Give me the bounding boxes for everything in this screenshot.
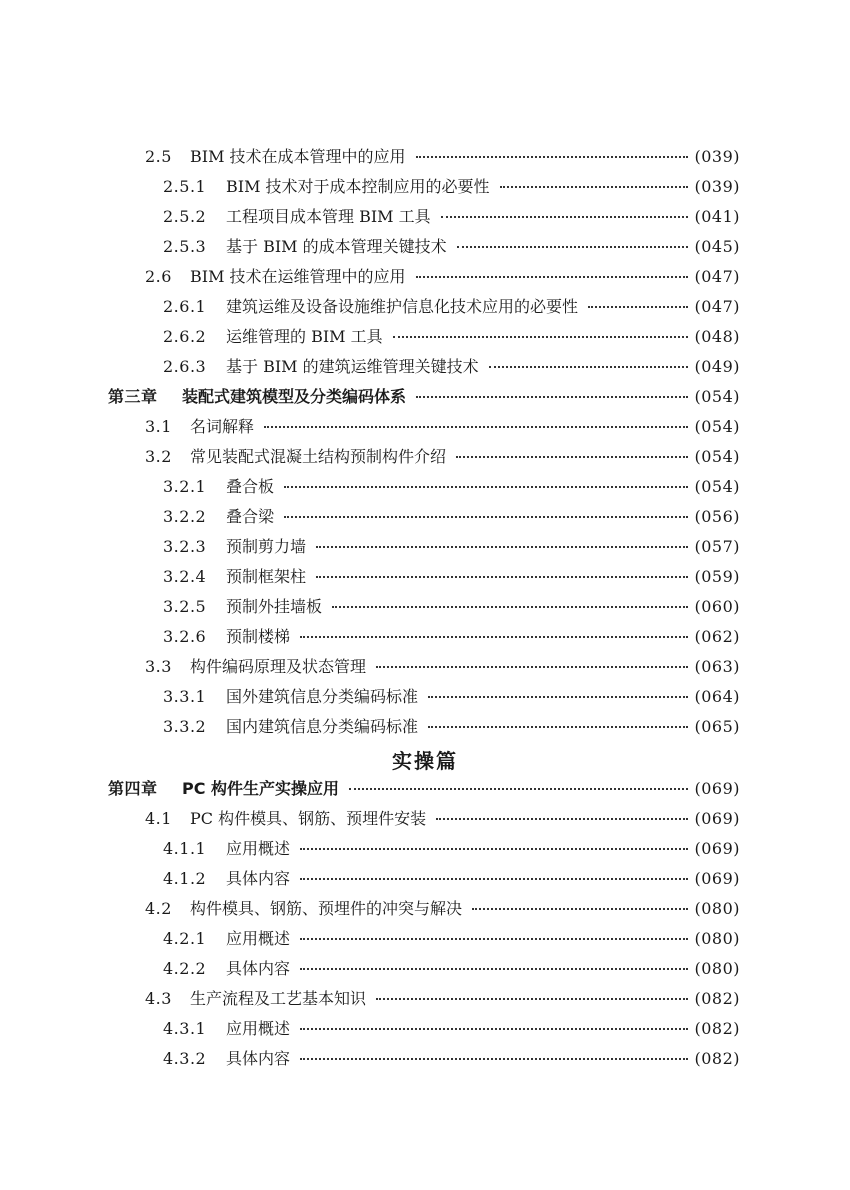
toc-entry-number: 2.6.2 xyxy=(163,327,207,346)
toc-leader-dots xyxy=(300,636,688,638)
toc-page-number: (080) xyxy=(694,959,740,978)
toc-section-row[interactable] xyxy=(0,986,850,1012)
toc-leader-dots xyxy=(349,788,688,790)
toc-entry-number: 4.1 xyxy=(145,809,172,828)
toc-entry-title: 具体内容 xyxy=(226,959,291,978)
toc-leader-dots xyxy=(300,878,688,880)
toc-subsection-row[interactable] xyxy=(0,504,850,530)
toc-leader-dots xyxy=(376,998,688,1000)
toc-leader-dots xyxy=(436,818,688,820)
toc-subsection-row[interactable] xyxy=(0,534,850,560)
toc-page-number: (039) xyxy=(694,177,740,196)
toc-page-number: (063) xyxy=(694,657,740,676)
toc-leader-dots xyxy=(428,696,688,698)
toc-page-number: (082) xyxy=(694,1019,740,1038)
toc-entry-number: 2.5.3 xyxy=(163,237,207,256)
toc-page-number: (039) xyxy=(694,147,740,166)
toc-entry-number: 2.5.2 xyxy=(163,207,207,226)
toc-page-number: (062) xyxy=(694,627,740,646)
toc-page-number: (060) xyxy=(694,597,740,616)
toc-entry-number: 3.2.3 xyxy=(163,537,207,556)
toc-entry-title: BIM 技术对于成本控制应用的必要性 xyxy=(226,177,490,196)
toc-leader-dots xyxy=(416,276,688,278)
toc-leader-dots xyxy=(300,848,688,850)
toc-leader-dots xyxy=(416,396,688,398)
toc-subsection-row[interactable] xyxy=(0,174,850,200)
toc-leader-dots xyxy=(300,1028,688,1030)
toc-leader-dots xyxy=(441,216,688,218)
toc-page-number: (054) xyxy=(694,417,740,436)
toc-leader-dots xyxy=(300,1058,688,1060)
toc-entry-title: PC 构件生产实操应用 xyxy=(182,779,340,798)
toc-leader-dots xyxy=(428,726,688,728)
toc-entry-title: 应用概述 xyxy=(226,839,291,858)
toc-entry-number: 4.3.1 xyxy=(163,1019,207,1038)
toc-entry-number: 4.2 xyxy=(145,899,172,918)
toc-entry-number: 2.5 xyxy=(145,147,172,166)
toc-leader-dots xyxy=(457,246,688,248)
toc-entry-number: 3.2.2 xyxy=(163,507,207,526)
toc-section-row[interactable] xyxy=(0,896,850,922)
toc-entry-number: 3.3.2 xyxy=(163,717,207,736)
toc-leader-dots xyxy=(500,186,688,188)
toc-leader-dots xyxy=(393,336,688,338)
toc-subsection-row[interactable] xyxy=(0,204,850,230)
toc-entry-title: 名词解释 xyxy=(190,417,255,436)
toc-entry-title: PC 构件模具、钢筋、预埋件安装 xyxy=(190,809,427,828)
toc-entry-title: 生产流程及工艺基本知识 xyxy=(190,989,367,1008)
toc-chapter-row[interactable] xyxy=(0,384,850,410)
toc-page-number: (049) xyxy=(694,357,740,376)
toc-entry-number: 2.6 xyxy=(145,267,172,286)
toc-entry-title: 预制剪力墙 xyxy=(226,537,307,556)
toc-subsection-row[interactable] xyxy=(0,294,850,320)
toc-subsection-row[interactable] xyxy=(0,594,850,620)
toc-page-number: (047) xyxy=(694,297,740,316)
toc-leader-dots xyxy=(332,606,688,608)
toc-subsection-row[interactable] xyxy=(0,714,850,740)
toc-entry-title: 国内建筑信息分类编码标准 xyxy=(226,717,419,736)
toc-subsection-row[interactable] xyxy=(0,564,850,590)
toc-entry-number: 3.3.1 xyxy=(163,687,207,706)
toc-entry-number: 3.1 xyxy=(145,417,172,436)
toc-subsection-row[interactable] xyxy=(0,1046,850,1072)
toc-subsection-row[interactable] xyxy=(0,956,850,982)
toc-entry-number: 第三章 xyxy=(108,387,158,406)
toc-page-number: (059) xyxy=(694,567,740,586)
toc-subsection-row[interactable] xyxy=(0,624,850,650)
toc-page-number: (069) xyxy=(694,809,740,828)
toc-subsection-row[interactable] xyxy=(0,926,850,952)
toc-page-number: (045) xyxy=(694,237,740,256)
toc-section-row[interactable] xyxy=(0,144,850,170)
toc-entry-title: 构件模具、钢筋、预埋件的冲突与解决 xyxy=(190,899,463,918)
toc-page-number: (048) xyxy=(694,327,740,346)
toc-entry-title: 基于 BIM 的成本管理关键技术 xyxy=(226,237,447,256)
toc-leader-dots xyxy=(316,546,688,548)
toc-section-row[interactable] xyxy=(0,444,850,470)
toc-leader-dots xyxy=(300,938,688,940)
toc-leader-dots xyxy=(376,666,688,668)
toc-entry-number: 4.3.2 xyxy=(163,1049,207,1068)
toc-chapter-row[interactable] xyxy=(0,776,850,802)
part-heading: 实操篇 xyxy=(392,749,458,773)
toc-entry-title: BIM 技术在成本管理中的应用 xyxy=(190,147,406,166)
toc-page-number: (057) xyxy=(694,537,740,556)
toc-page-number: (056) xyxy=(694,507,740,526)
toc-entry-title: 预制楼梯 xyxy=(226,627,291,646)
toc-entry-title: 装配式建筑模型及分类编码体系 xyxy=(182,387,407,406)
toc-page-number: (054) xyxy=(694,447,740,466)
toc-page-number: (069) xyxy=(694,869,740,888)
toc-entry-title: 应用概述 xyxy=(226,929,291,948)
toc-entry-title: 运维管理的 BIM 工具 xyxy=(226,327,383,346)
toc-page-number: (080) xyxy=(694,899,740,918)
toc-subsection-row[interactable] xyxy=(0,474,850,500)
toc-leader-dots xyxy=(489,366,688,368)
toc-entry-number: 4.2.1 xyxy=(163,929,207,948)
toc-page-number: (041) xyxy=(694,207,740,226)
toc-entry-title: BIM 技术在运维管理中的应用 xyxy=(190,267,406,286)
toc-page-number: (047) xyxy=(694,267,740,286)
toc-page-number: (064) xyxy=(694,687,740,706)
toc-section-row[interactable] xyxy=(0,414,850,440)
toc-entry-title: 构件编码原理及状态管理 xyxy=(190,657,367,676)
toc-entry-number: 3.2.1 xyxy=(163,477,207,496)
toc-page-number: (080) xyxy=(694,929,740,948)
toc-entry-title: 叠合梁 xyxy=(226,507,275,526)
toc-subsection-row[interactable] xyxy=(0,866,850,892)
toc-entry-title: 具体内容 xyxy=(226,1049,291,1068)
toc-entry-number: 4.1.1 xyxy=(163,839,207,858)
toc-leader-dots xyxy=(588,306,688,308)
toc-entry-title: 常见装配式混凝土结构预制构件介绍 xyxy=(190,447,447,466)
toc-leader-dots xyxy=(472,908,688,910)
toc-entry-number: 3.2.6 xyxy=(163,627,207,646)
toc-entry-title: 建筑运维及设备设施维护信息化技术应用的必要性 xyxy=(226,297,579,316)
toc-entry-number: 4.2.2 xyxy=(163,959,207,978)
toc-entry-title: 国外建筑信息分类编码标准 xyxy=(226,687,419,706)
toc-entry-title: 具体内容 xyxy=(226,869,291,888)
toc-leader-dots xyxy=(264,426,688,428)
toc-entry-number: 3.2.4 xyxy=(163,567,207,586)
toc-page-number: (082) xyxy=(694,989,740,1008)
toc-entry-title: 工程项目成本管理 BIM 工具 xyxy=(226,207,431,226)
toc-leader-dots xyxy=(416,156,688,158)
toc-entry-title: 预制外挂墙板 xyxy=(226,597,323,616)
toc-page-number: (069) xyxy=(694,779,740,798)
toc-entry-title: 叠合板 xyxy=(226,477,275,496)
toc-entry-number: 2.5.1 xyxy=(163,177,207,196)
toc-entry-number: 4.1.2 xyxy=(163,869,207,888)
toc-leader-dots xyxy=(284,516,688,518)
toc-subsection-row[interactable] xyxy=(0,684,850,710)
toc-section-row[interactable] xyxy=(0,264,850,290)
toc-section-row[interactable] xyxy=(0,654,850,680)
toc-leader-dots xyxy=(300,968,688,970)
toc-page-number: (054) xyxy=(694,477,740,496)
toc-subsection-row[interactable] xyxy=(0,1016,850,1042)
toc-entry-title: 基于 BIM 的建筑运维管理关键技术 xyxy=(226,357,479,376)
toc-subsection-row[interactable] xyxy=(0,234,850,260)
toc-entry-number: 4.3 xyxy=(145,989,172,1008)
toc-page-number: (065) xyxy=(694,717,740,736)
toc-entry-number: 第四章 xyxy=(108,779,158,798)
toc-page-number: (069) xyxy=(694,839,740,858)
toc-page-number: (082) xyxy=(694,1049,740,1068)
toc-entry-title: 预制框架柱 xyxy=(226,567,307,586)
toc-entry-number: 2.6.1 xyxy=(163,297,207,316)
toc-subsection-row[interactable] xyxy=(0,354,850,380)
toc-section-row[interactable] xyxy=(0,806,850,832)
toc-entry-number: 3.2 xyxy=(145,447,172,466)
toc-leader-dots xyxy=(316,576,688,578)
toc-entry-number: 3.3 xyxy=(145,657,172,676)
toc-entry-title: 应用概述 xyxy=(226,1019,291,1038)
toc-leader-dots xyxy=(284,486,688,488)
toc-entry-number: 2.6.3 xyxy=(163,357,207,376)
toc-subsection-row[interactable] xyxy=(0,836,850,862)
toc-entry-number: 3.2.5 xyxy=(163,597,207,616)
toc-subsection-row[interactable] xyxy=(0,324,850,350)
toc-page-number: (054) xyxy=(694,387,740,406)
toc-leader-dots xyxy=(456,456,688,458)
